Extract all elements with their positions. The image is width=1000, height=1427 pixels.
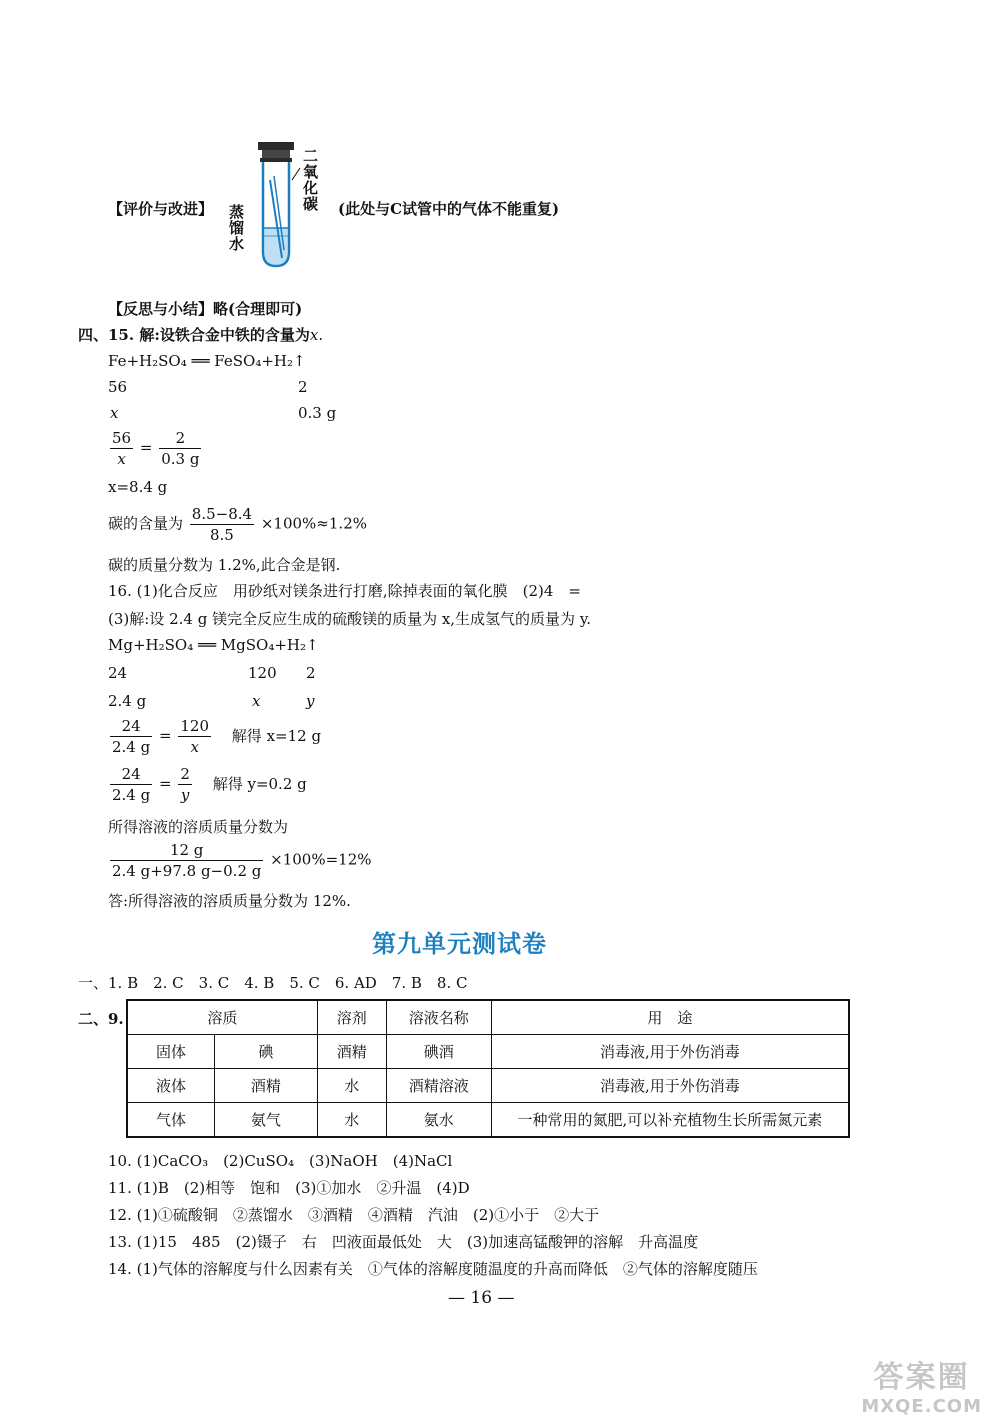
table-row bbox=[127, 1103, 849, 1138]
q15-conclusion: 碳的质量分数为 1.2%,此合金是钢. bbox=[108, 556, 341, 574]
q15-var-fe: x bbox=[110, 404, 119, 422]
q15-carbon: 碳的含量为 $\frac{8.5-8.4}{8.5}$ ×100%≈1.2% bbox=[108, 505, 367, 544]
table-cell: 消毒液,用于外伤消毒 bbox=[491, 1069, 849, 1103]
q15-proportion: $\frac{56}{x}$ = $\frac{2}{0.3 g}$ bbox=[112, 429, 200, 468]
q16-mass-fraction: $\frac{12 g}{2.4 g+97.8 g-0.2 g}$ ×100%=12% bbox=[112, 841, 372, 880]
q16-line1: 16. (1)化合反应 用砂纸对镁条进行打磨,除掉表面的氧化膜 (2)4 = bbox=[108, 582, 582, 600]
eval-note: (此处与C试管中的气体不能重复) bbox=[338, 200, 560, 218]
q15-mass-fe: 56 bbox=[108, 378, 128, 396]
q16-var-x: x bbox=[252, 692, 261, 710]
table-cell: 碘 bbox=[215, 1035, 318, 1069]
table-cell: 固体 bbox=[127, 1035, 215, 1069]
eval-label: 【评价与改进】 bbox=[108, 200, 214, 218]
table-cell: 酒精 bbox=[215, 1069, 318, 1103]
unit-title: 第九单元测试卷 bbox=[372, 929, 547, 958]
q16-proportion-x: $\frac{24}{2.4 g}$ = $\frac{120}{x}$ 解得 x=12 g bbox=[112, 717, 322, 756]
q15-header: 四、15. 解:设铁合金中铁的含量为x. bbox=[78, 326, 324, 344]
q16-mass-mgso4: 120 bbox=[248, 664, 277, 682]
page-number: — 16 — bbox=[448, 1288, 515, 1308]
tube-label-co2: 二氧化碳 bbox=[301, 148, 319, 212]
answer-13: 13. (1)15 485 (2)镊子 右 凹液面最低处 大 (3)加速高锰酸钾的溶解 升高温度 bbox=[108, 1233, 699, 1251]
q16-line2: (3)解:设 2.4 g 镁完全反应生成的硫酸镁的质量为 x,生成氢气的质量为 y. bbox=[108, 610, 592, 628]
tube-label-water: 蒸馏水 bbox=[227, 204, 245, 252]
q16-var-y: y bbox=[306, 692, 315, 710]
table-cell: 气体 bbox=[127, 1103, 215, 1138]
solution-table bbox=[126, 999, 850, 1138]
watermark-url: MXQE.COM bbox=[861, 1396, 982, 1417]
q16-mass-text: 所得溶液的溶质质量分数为 bbox=[108, 818, 289, 836]
table-cell: 碘酒 bbox=[386, 1035, 491, 1069]
table-cell: 氨水 bbox=[386, 1103, 491, 1138]
table-cell: 氨气 bbox=[215, 1103, 318, 1138]
table-row bbox=[127, 1069, 849, 1103]
table-cell: 水 bbox=[317, 1103, 386, 1138]
table-row bbox=[127, 1035, 849, 1069]
table-cell: 消毒液,用于外伤消毒 bbox=[491, 1035, 849, 1069]
q16-proportion-y: $\frac{24}{2.4 g}$ = $\frac{2}{y}$ 解得 y=0.2 g bbox=[112, 765, 307, 804]
q15-mass-h2: 2 bbox=[298, 378, 308, 396]
answer-14: 14. (1)气体的溶解度与什么因素有关 ①气体的溶解度随温度的升高而降低 ②气体的溶解度随压 bbox=[108, 1260, 758, 1278]
answer-12: 12. (1)①硫酸铜 ②蒸馏水 ③酒精 ④酒精 汽油 (2)①小于 ②大于 bbox=[108, 1206, 600, 1224]
q16-mass-h2: 2 bbox=[306, 664, 316, 682]
reflection: 【反思与小结】略(合理即可) bbox=[108, 300, 303, 318]
table-header: 溶液名称 bbox=[386, 1000, 491, 1035]
watermark-logo bbox=[861, 1352, 982, 1417]
test-tube-icon bbox=[252, 140, 302, 272]
q15-val-h2: 0.3 g bbox=[298, 404, 337, 422]
part1-answers: 一、1. B 2. C 3. C 4. B 5. C 6. AD 7. B 8. C bbox=[78, 974, 468, 992]
table-cell: 液体 bbox=[127, 1069, 215, 1103]
watermark-text: 答案圈 bbox=[873, 1360, 970, 1395]
q16-val-mg: 2.4 g bbox=[108, 692, 147, 710]
table-cell: 一种常用的氮肥,可以补充植物生长所需氮元素 bbox=[491, 1103, 849, 1138]
table-cell: 酒精 bbox=[317, 1035, 386, 1069]
answer-11: 11. (1)B (2)相等 饱和 (3)①加水 ②升温 (4)D bbox=[108, 1179, 470, 1197]
table-header: 用 途 bbox=[491, 1000, 849, 1035]
table-cell: 水 bbox=[317, 1069, 386, 1103]
q15-result: x=8.4 g bbox=[108, 478, 168, 496]
q16-mass-mg: 24 bbox=[108, 664, 128, 682]
part2-label: 二、9. bbox=[78, 1010, 124, 1028]
q16-answer: 答:所得溶液的溶质质量分数为 12%. bbox=[108, 892, 351, 910]
table-header-row bbox=[127, 1000, 849, 1035]
q15-equation: Fe+H₂SO₄ ══ FeSO₄+H₂↑ bbox=[108, 352, 306, 370]
answer-10: 10. (1)CaCO₃ (2)CuSO₄ (3)NaOH (4)NaCl bbox=[108, 1152, 453, 1170]
table-cell: 酒精溶液 bbox=[386, 1069, 491, 1103]
q16-equation: Mg+H₂SO₄ ══ MgSO₄+H₂↑ bbox=[108, 636, 319, 654]
table-header: 溶剂 bbox=[317, 1000, 386, 1035]
table-header: 溶质 bbox=[127, 1000, 317, 1035]
